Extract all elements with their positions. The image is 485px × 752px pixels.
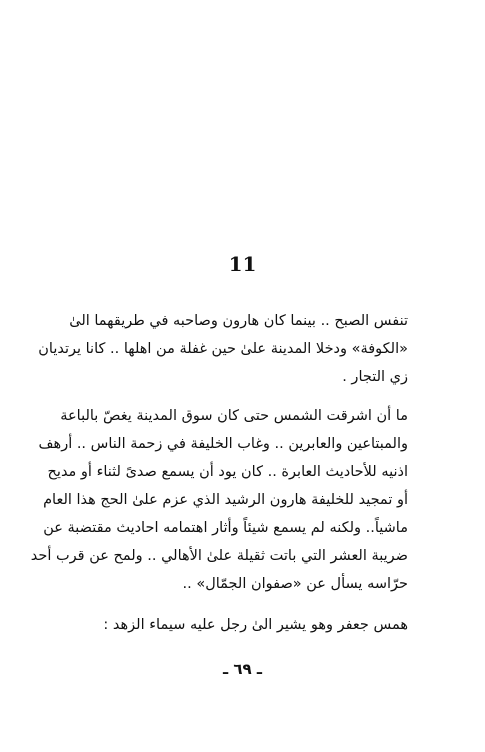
paragraph-2-line-4: أو تمجيد للخليفة هارون الرشيد الذي عزم علىٰ الحج هذا العام <box>43 492 408 508</box>
paragraph-2-line-2: والمبتاعين والعابرين .. وغاب الخليفة في زحمة الناس .. أرهف <box>38 436 408 452</box>
paragraph-1-line-1: تنفس الصبح .. بينما كان هارون وصاحبه في طريقهما الىٰ <box>69 313 408 329</box>
page-number: ـ ٦٩ ـ <box>222 660 263 678</box>
chapter-number: 11 <box>228 252 257 276</box>
paragraph-1-line-2: «الكوفة» ودخلا المدينة علىٰ حين غفلة من اهلها .. كانا يرتديان <box>38 341 408 357</box>
paragraph-2-line-6: ضريبة العشر التي باتت ثقيلة علىٰ الأهالي .. ولمح عن قرب أحد <box>30 548 408 564</box>
paragraph-3-line-1: همس جعفر وهو يشير الىٰ رجل عليه سيماء الزهد : <box>103 617 408 633</box>
paragraph-1-line-3: زي التجار . <box>342 369 408 385</box>
paragraph-2-line-7: حرّاسه يسأل عن «صفوان الجمّال» .. <box>182 576 408 592</box>
paragraph-2-line-1: ما أن اشرقت الشمس حتى كان سوق المدينة يغصّ بالباعة <box>60 408 408 424</box>
paragraph-2-line-3: اذنيه للأحاديث العابرة .. كان يود أن يسمع صدىً لثناء أو مديح <box>47 464 408 480</box>
paragraph-2-line-5: ماشياً.. ولكنه لم يسمع شيئاً وأثار اهتمامه احاديث مقتضبة عن <box>43 520 408 536</box>
